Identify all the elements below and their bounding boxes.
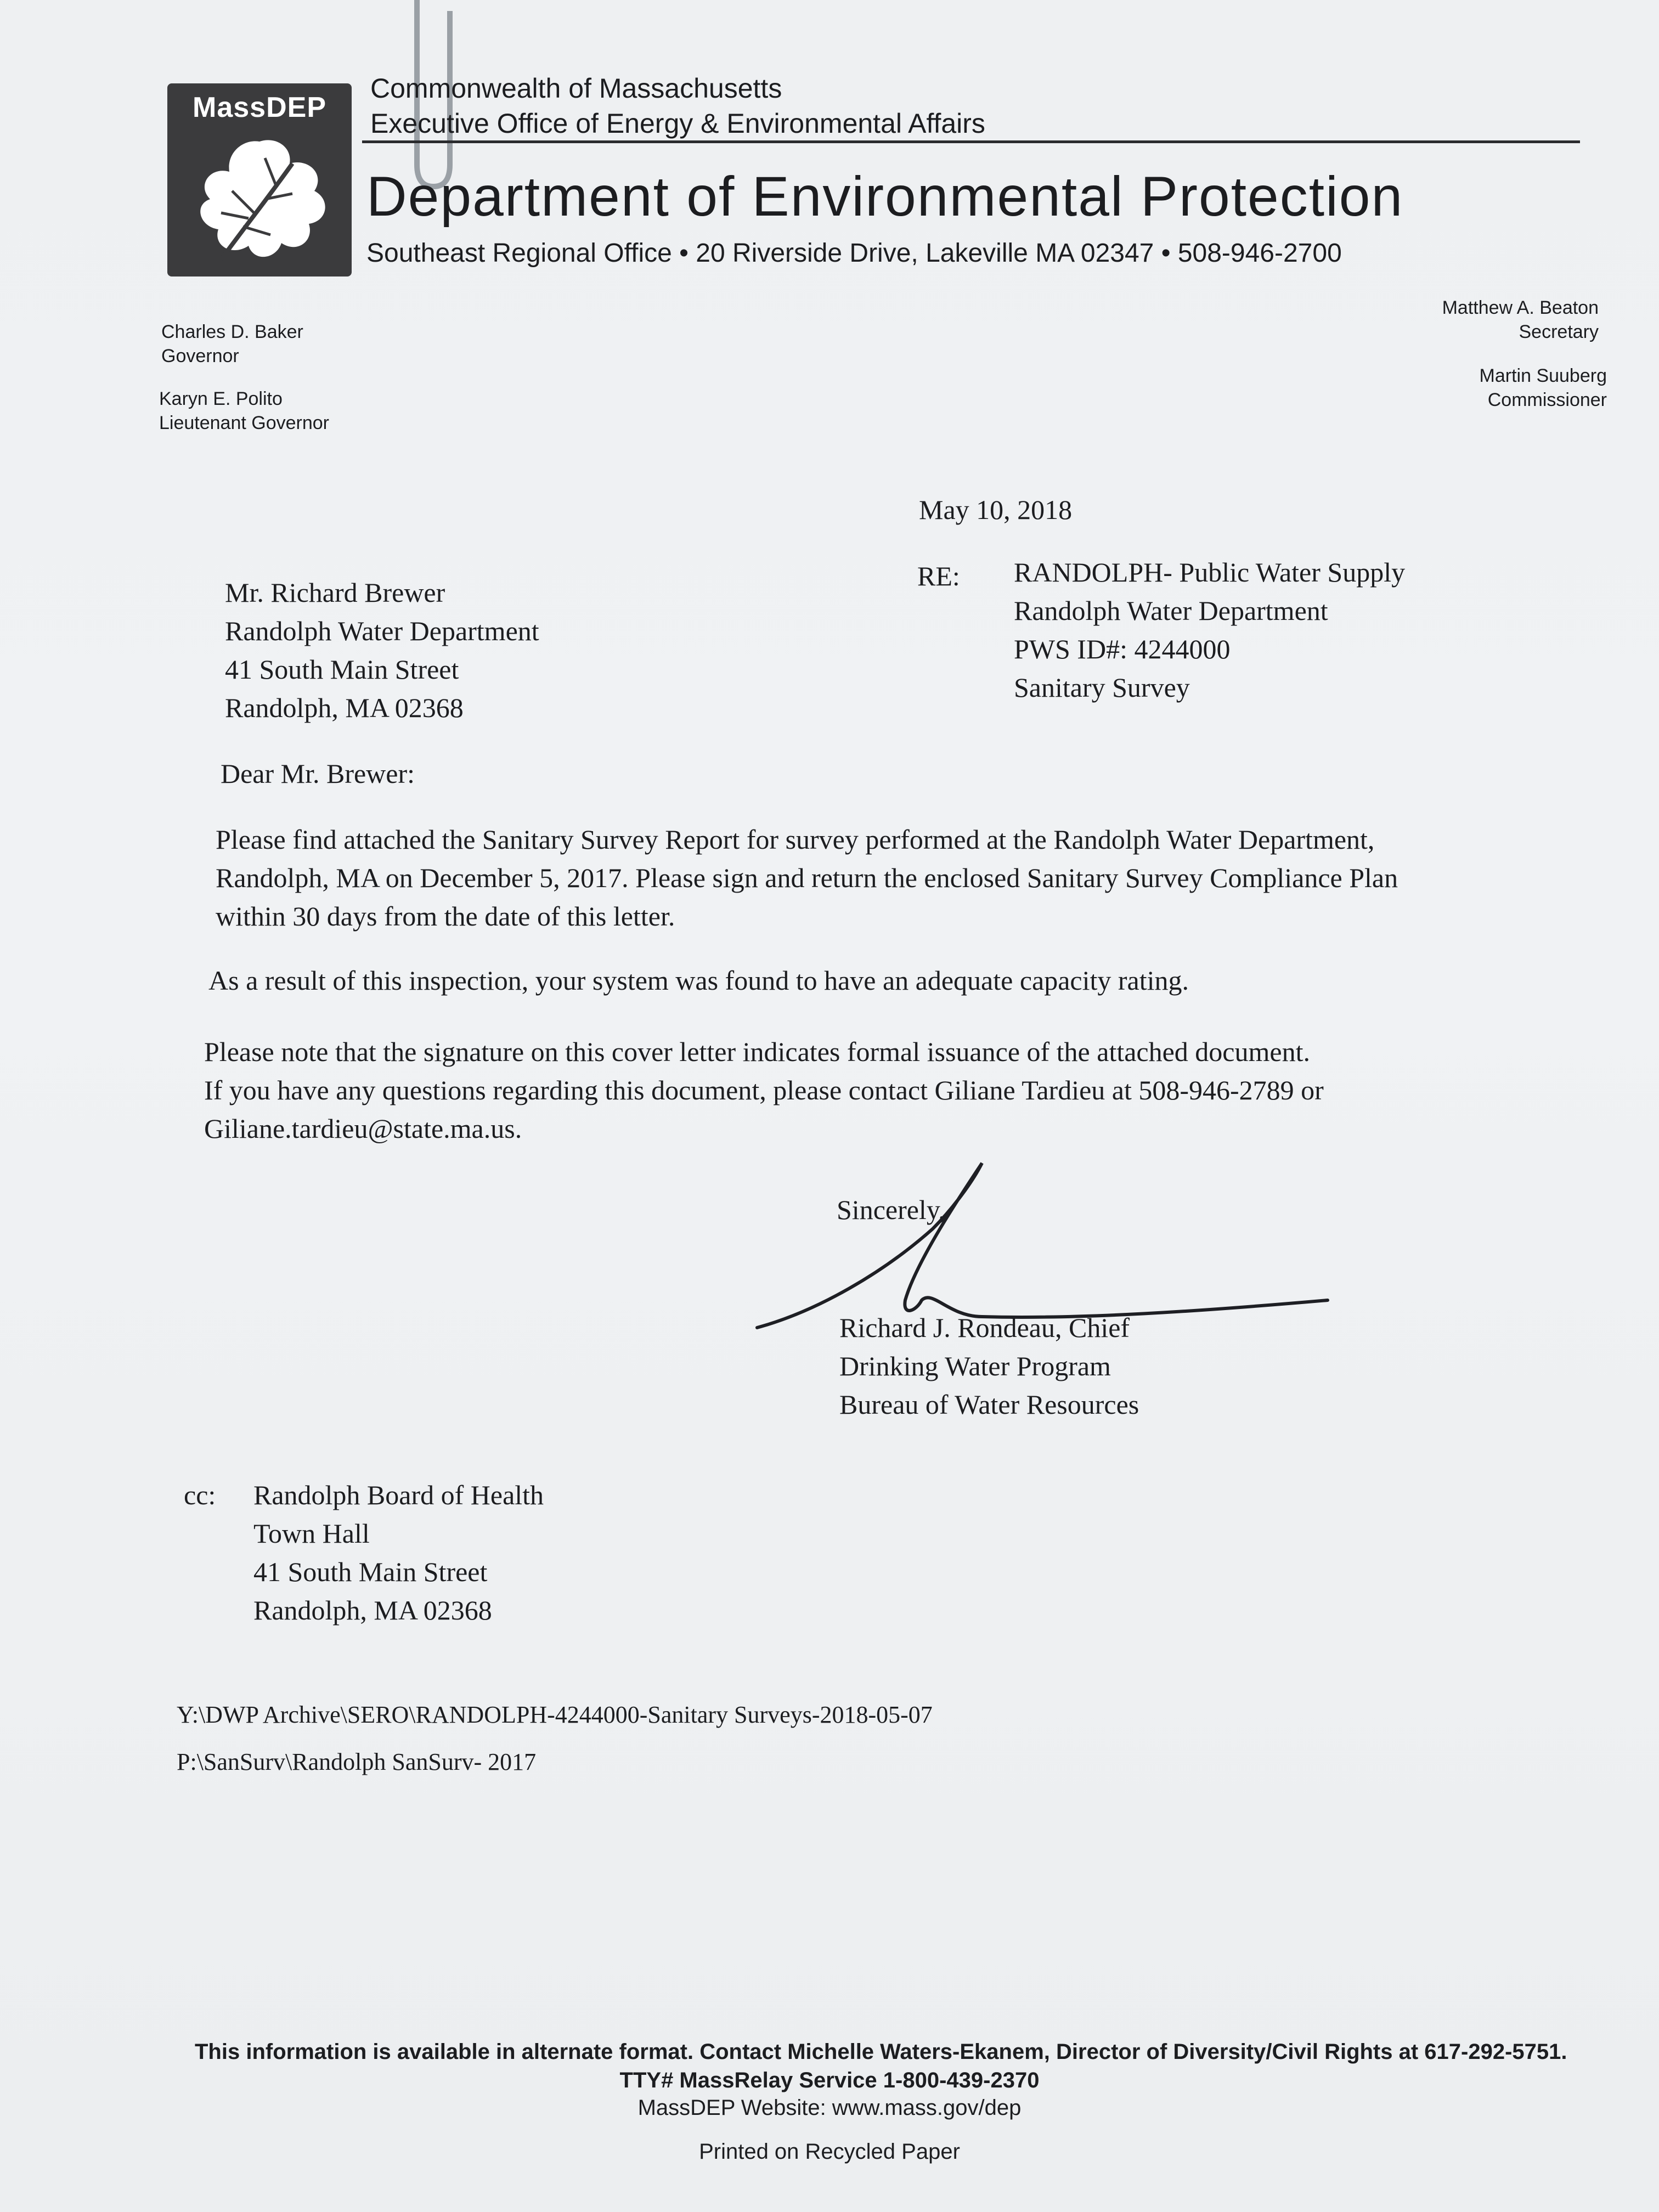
- footer-tty: TTY# MassRelay Service 1-800-439-2370: [619, 2068, 1040, 2092]
- commissioner-title: Commissioner: [1487, 390, 1607, 410]
- re-line: Sanitary Survey: [1014, 672, 1190, 703]
- regional-office-address: Southeast Regional Office • 20 Riverside Drive, Lakeville MA 02347 • 508-946-2700: [366, 239, 1342, 268]
- re-line: Randolph Water Department: [1014, 595, 1328, 626]
- footer-alternate-format: This information is available in alternate format. Contact Michelle Waters-Ekanem, Director of Diversity/Civil Rights at 617-292-5751.: [195, 2040, 1567, 2064]
- commissioner-name: Martin Suuberg: [1479, 365, 1607, 386]
- paragraph-line: Please note that the signature on this cover letter indicates formal issuance of the attached document.: [204, 1036, 1310, 1067]
- cc-block: [253, 1476, 544, 1629]
- paragraph-line: Please find attached the Sanitary Survey Report for survey performed at the Randolph Water Department,: [216, 824, 1375, 855]
- massdep-logo: [167, 83, 352, 276]
- body-paragraph-3: [204, 1032, 1324, 1148]
- commonwealth-line: Commonwealth of Massachusetts: [370, 73, 782, 104]
- body-paragraph-1: [216, 820, 1398, 935]
- governor-title: Governor: [161, 346, 239, 366]
- paragraph-line: If you have any questions regarding this document, please contact Giliane Tardieu at 508-946-2789 or: [204, 1075, 1324, 1105]
- cc-line: Randolph, MA 02368: [253, 1595, 492, 1626]
- header-divider: [362, 140, 1580, 143]
- body-paragraph-2: As a result of this inspection, your system was found to have an adequate capacity rating.: [208, 965, 1189, 996]
- lt-governor-name: Karyn E. Polito: [159, 388, 283, 409]
- file-path-2: P:\SanSurv\Randolph SanSurv- 2017: [177, 1748, 537, 1775]
- re-label: RE:: [917, 561, 960, 591]
- cc-label: cc:: [184, 1480, 216, 1510]
- recipient-line: Randolph, MA 02368: [225, 692, 464, 723]
- signer-line: Bureau of Water Resources: [839, 1389, 1139, 1420]
- paragraph-line: within 30 days from the date of this letter.: [216, 901, 675, 932]
- recipient-line: Randolph Water Department: [225, 616, 539, 646]
- signer-line: Drinking Water Program: [839, 1351, 1111, 1381]
- signer-line: Richard J. Rondeau, Chief: [839, 1312, 1130, 1343]
- cc-line: Randolph Board of Health: [253, 1480, 544, 1510]
- paragraph-line: Giliane.tardieu@state.ma.us.: [204, 1113, 522, 1144]
- department-title: Department of Environmental Protection: [366, 165, 1404, 228]
- cc-line: 41 South Main Street: [253, 1556, 488, 1587]
- logo-text: MassDEP: [193, 92, 326, 123]
- salutation: Dear Mr. Brewer:: [221, 758, 415, 789]
- file-path-1: Y:\DWP Archive\SERO\RANDOLPH-4244000-Sanitary Surveys-2018-05-07: [177, 1701, 933, 1728]
- cc-line: Town Hall: [253, 1518, 370, 1549]
- signer-block: [839, 1308, 1139, 1424]
- recipient-address: [225, 573, 539, 727]
- secretary-title: Secretary: [1519, 321, 1599, 342]
- lt-governor-title: Lieutenant Governor: [159, 413, 329, 433]
- footer-recycled: Printed on Recycled Paper: [699, 2140, 960, 2164]
- recipient-line: 41 South Main Street: [225, 654, 459, 685]
- footer-website: MassDEP Website: www.mass.gov/dep: [637, 2096, 1022, 2120]
- governor-name: Charles D. Baker: [161, 321, 303, 342]
- re-block: [1014, 553, 1405, 707]
- re-line: PWS ID#: 4244000: [1014, 634, 1231, 664]
- secretary-name: Matthew A. Beaton: [1442, 297, 1599, 318]
- paragraph-line: Randolph, MA on December 5, 2017. Please sign and return the enclosed Sanitary Survey Compliance Plan: [216, 862, 1398, 893]
- recipient-line: Mr. Richard Brewer: [225, 577, 445, 608]
- letter-date: May 10, 2018: [919, 494, 1073, 525]
- executive-office-line: Executive Office of Energy & Environmental Affairs: [370, 108, 985, 139]
- closing: Sincerely,: [837, 1194, 946, 1225]
- re-line: RANDOLPH- Public Water Supply: [1014, 557, 1406, 588]
- oak-leaf-icon: [183, 131, 336, 268]
